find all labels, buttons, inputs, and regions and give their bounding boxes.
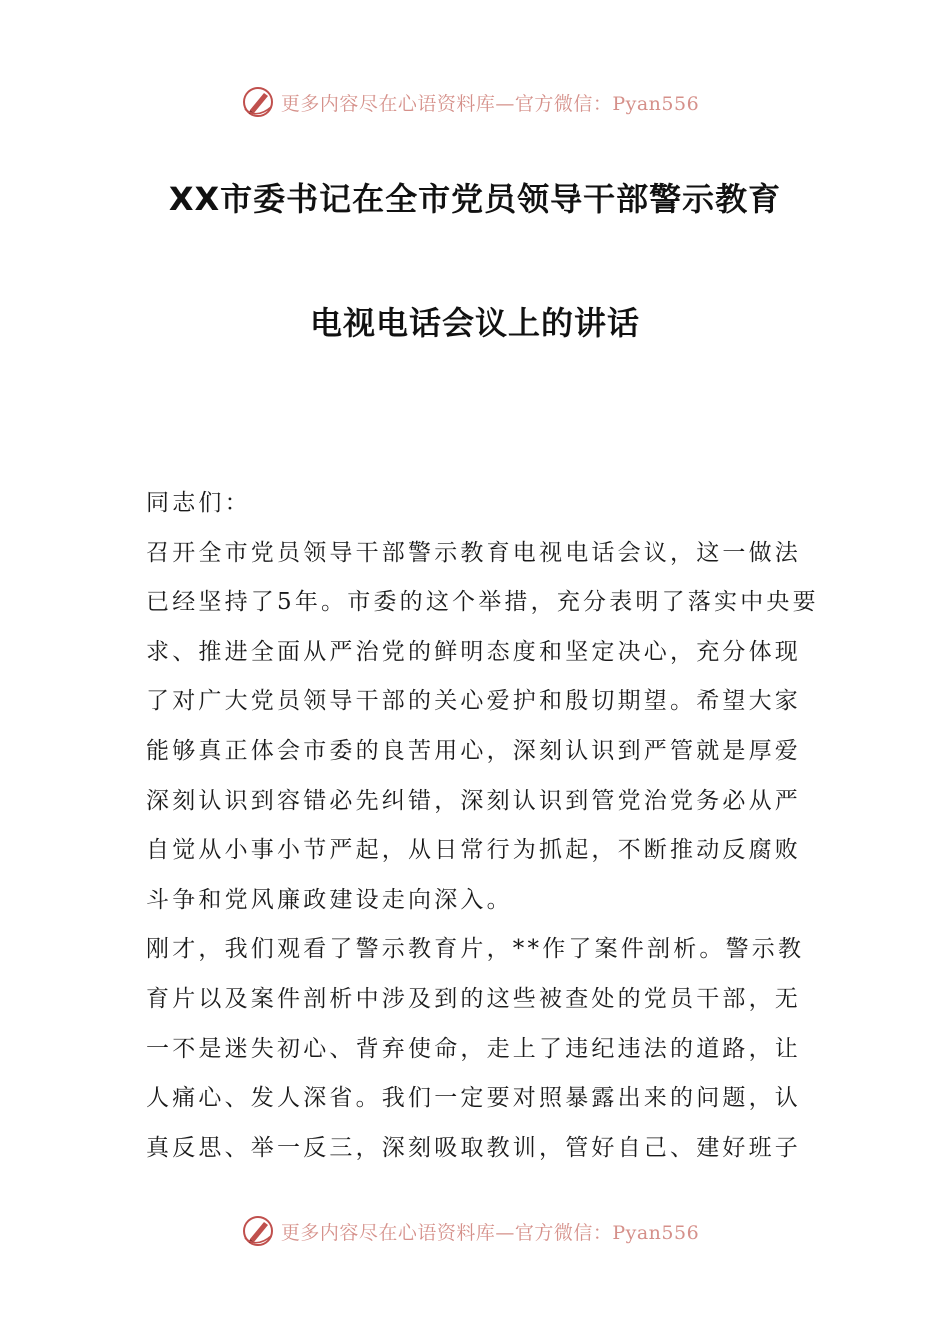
header-watermark-text: 更多内容尽在心语资料库—官方微信：Pyan556 <box>280 92 700 115</box>
body-line: 召开全市党员领导干部警示教育电视电话会议，这一做法 <box>146 540 801 566</box>
footer-watermark <box>0 1211 950 1251</box>
body-line: 斗争和党风廉政建设走向深入。 <box>146 887 513 913</box>
pen-logo-icon <box>241 85 275 119</box>
body-line: 真反思、举一反三，深刻吸取教训，管好自己、建好班子 <box>146 1135 801 1161</box>
body-line: 刚才，我们观看了警示教育片，**作了案件剖析。警示教 <box>146 936 805 962</box>
body-line: 已经坚持了5年。市委的这个举措，充分表明了落实中央要 <box>146 589 819 615</box>
footer-watermark-text: 更多内容尽在心语资料库—官方微信：Pyan556 <box>280 1221 700 1244</box>
body-line: 人痛心、发人深省。我们一定要对照暴露出来的问题，认 <box>146 1085 801 1111</box>
body-line: 求、推进全面从严治党的鲜明态度和坚定决心，充分体现 <box>146 639 801 665</box>
document-title-line-1: XX市委书记在全市党员领导干部警示教育 <box>168 180 782 218</box>
body-line: 同志们： <box>146 490 251 516</box>
body-line: 自觉从小事小节严起，从日常行为抓起，不断推动反腐败 <box>146 837 801 863</box>
document-title-line-2: 电视电话会议上的讲话 <box>309 304 640 342</box>
body-line: 一不是迷失初心、背弃使命，走上了违纪违法的道路，让 <box>146 1036 801 1062</box>
body-line: 深刻认识到容错必先纠错，深刻认识到管党治党务必从严 <box>146 788 801 814</box>
header-watermark <box>0 82 950 122</box>
pen-logo-icon <box>241 1214 275 1248</box>
body-line: 了对广大党员领导干部的关心爱护和殷切期望。希望大家 <box>146 688 801 714</box>
body-line: 能够真正体会市委的良苦用心，深刻认识到严管就是厚爱 <box>146 738 801 764</box>
body-line: 育片以及案件剖析中涉及到的这些被查处的党员干部，无 <box>146 986 801 1012</box>
